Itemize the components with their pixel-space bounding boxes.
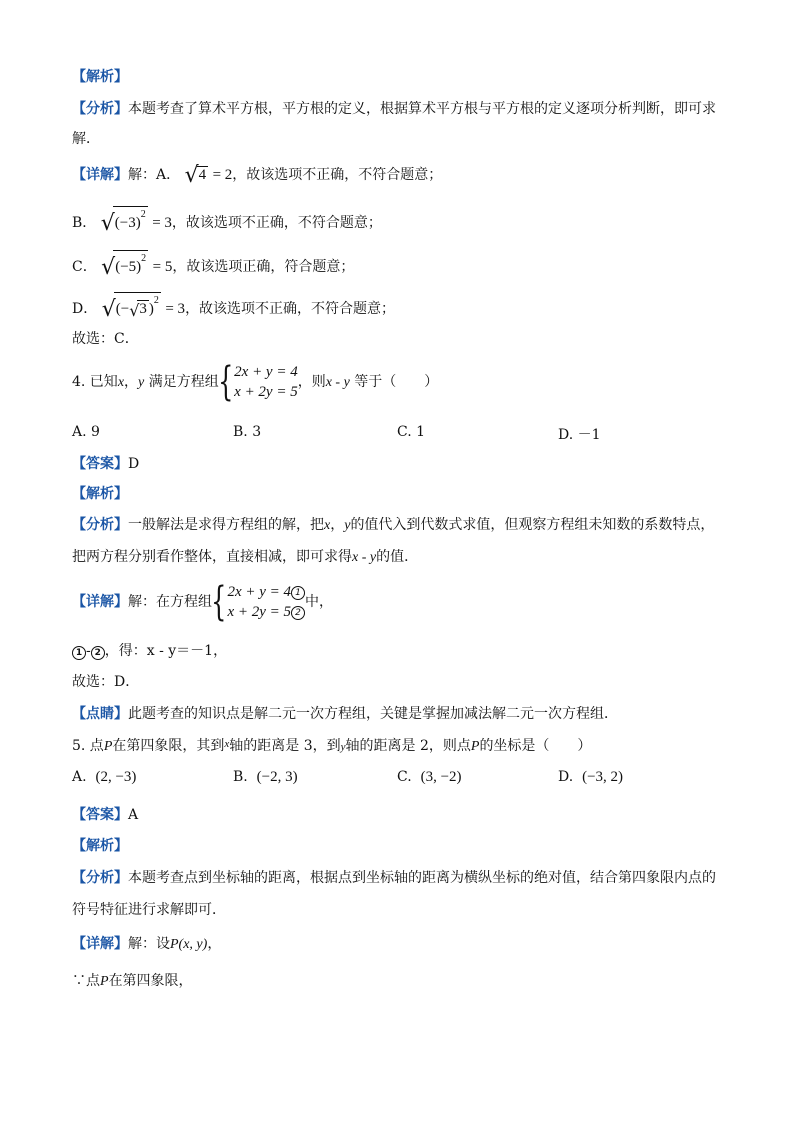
q3-fenxi-line1 bbox=[72, 100, 716, 118]
q3-option-b bbox=[72, 206, 382, 236]
brace-icon: { bbox=[217, 359, 234, 405]
q4-dianjing bbox=[72, 705, 618, 723]
q3-b-prefix: B． bbox=[72, 215, 97, 231]
circled-number-icon: 2 bbox=[291, 606, 305, 620]
q5-fenxi-line1 bbox=[72, 869, 716, 887]
tag-jiexi: 【解析】 bbox=[72, 69, 128, 85]
q4-eq2: x + 2y = 5 bbox=[234, 384, 298, 400]
q3-c-equals: = 5 bbox=[152, 259, 173, 275]
q5-option-b bbox=[233, 769, 298, 786]
q3-c-radicand: (−5) bbox=[115, 259, 142, 275]
q4-step-text: ，得： bbox=[104, 643, 147, 659]
q4-step-minus: - bbox=[86, 643, 91, 659]
q4-system-numbered bbox=[227, 582, 305, 622]
q3-a-prefix: 解：A． bbox=[128, 167, 181, 183]
q5-option-b-value: (−2, 3) bbox=[256, 769, 298, 785]
q4-fenxi-line2-a: 把两方程分别看作整体，直接相减，即可求得 bbox=[72, 549, 352, 565]
q4-sys-eq2: x + 2y = 5 bbox=[227, 604, 292, 620]
q3-d-close: ) bbox=[148, 301, 154, 317]
q3-choice bbox=[72, 330, 139, 348]
q4-stem-a: 4. 已知 bbox=[72, 374, 118, 390]
q4-xiangjie-a: 解：在方程组 bbox=[128, 594, 212, 610]
q3-d-prefix: D． bbox=[72, 301, 98, 317]
tag-daan: 【答案】 bbox=[72, 456, 128, 472]
q3-a-radicand: 4 bbox=[198, 167, 207, 183]
q5-fenxi-line2 bbox=[72, 901, 226, 919]
q5-option-a-value: (2, −3) bbox=[95, 769, 137, 785]
q5-y-axis: y bbox=[340, 741, 346, 753]
q3-d-equals: = 3 bbox=[165, 301, 186, 317]
q4-fenxi-line2-b: 的值． bbox=[376, 549, 419, 565]
q4-step bbox=[72, 642, 227, 660]
q4-choice-text: 故选：D． bbox=[72, 674, 140, 690]
q4-sep: ， bbox=[330, 517, 345, 533]
q3-c-prefix: C． bbox=[72, 259, 97, 275]
q4-analysis-heading bbox=[72, 485, 128, 503]
q3-b-radicand: (−3) bbox=[114, 215, 141, 231]
tag-jiexi: 【解析】 bbox=[72, 838, 128, 854]
q4-answer bbox=[72, 455, 139, 473]
analysis-heading bbox=[72, 68, 128, 86]
q4-option-c: C. 1 bbox=[397, 424, 426, 440]
q3-d-text: ，故该选项不正确，不符合题意； bbox=[185, 301, 396, 317]
q5-xiangjie-a: 解：设 bbox=[128, 936, 170, 952]
q3-b-exponent: 2 bbox=[140, 209, 146, 220]
q4-xiangjie-b: 中， bbox=[305, 594, 334, 610]
brace-icon: { bbox=[211, 579, 227, 625]
q4-eq1: 2x + y = 4 bbox=[234, 364, 298, 380]
q3-c-sqrt: $√(-5)^2$ bbox=[101, 250, 148, 277]
q5-stem-a: 5. 点 bbox=[72, 738, 104, 754]
q4-step-result: x - y＝－1， bbox=[146, 643, 228, 659]
q5-stem-e: 的坐标是（ ） bbox=[479, 738, 592, 754]
circled-number-icon: 2 bbox=[91, 646, 105, 660]
q3-c-text: ，故该选项正确，符合题意； bbox=[172, 259, 355, 275]
q3-a-sqrt: √4 bbox=[184, 163, 207, 188]
q5-stem-c: 轴的距离是 3，到 bbox=[229, 738, 341, 754]
q3-choice-text: 故选：C． bbox=[72, 331, 139, 347]
q5-option-d bbox=[558, 769, 623, 786]
q3-c-exponent: 2 bbox=[141, 253, 147, 264]
q3-d-exponent: 2 bbox=[153, 295, 159, 306]
q4-fenxi-line1 bbox=[72, 516, 714, 535]
circled-number-icon: 1 bbox=[72, 646, 86, 660]
q5-option-c-label: C. bbox=[397, 769, 412, 785]
q5-analysis-heading bbox=[72, 837, 128, 855]
tag-fenxi: 【分析】 bbox=[72, 101, 128, 117]
q5-answer-value: A bbox=[128, 807, 139, 823]
q3-a-equals: = 2 bbox=[212, 167, 233, 183]
q4-sys-eq1: 2x + y = 4 bbox=[227, 584, 292, 600]
q5-option-d-label: D. bbox=[558, 769, 574, 785]
q3-fenxi-text-cont: 解． bbox=[72, 131, 100, 147]
q3-a-text: ，故该选项不正确，不符合题意； bbox=[232, 167, 443, 183]
tag-fenxi: 【分析】 bbox=[72, 517, 128, 533]
q5-since bbox=[72, 972, 193, 991]
q4-expr: x - y bbox=[325, 375, 350, 390]
q4-stem-d: 等于（ ） bbox=[349, 374, 439, 390]
q5-answer bbox=[72, 806, 138, 824]
circled-number-icon: 1 bbox=[291, 586, 305, 600]
q5-stem bbox=[72, 735, 591, 756]
q3-b-text: ，故该选项不正确，不符合题意； bbox=[171, 215, 382, 231]
q4-xiangjie bbox=[72, 580, 333, 624]
q5-point-expr: P(x, y) bbox=[170, 937, 208, 952]
q4-var-y: y bbox=[344, 518, 351, 533]
q5-point-p: P bbox=[100, 974, 109, 989]
q4-choice bbox=[72, 673, 139, 691]
q4-var-x: x bbox=[117, 375, 125, 390]
q3-d-inner-radicand: 3 bbox=[139, 301, 147, 317]
q3-b-sqrt: $√(-3)^2$ bbox=[101, 206, 148, 233]
q3-fenxi-text: 本题考查了算术平方根，平方根的定义，根据算术平方根与平方根的定义逐项分析判断，即可求 bbox=[128, 101, 716, 117]
q3-b-equals: = 3 bbox=[152, 215, 172, 231]
q4-option-d: D. －1 bbox=[558, 427, 601, 443]
q5-since-a: ∵点 bbox=[72, 973, 100, 989]
q5-option-b-label: B. bbox=[233, 769, 248, 785]
q4-stem-b: 满足方程组 bbox=[144, 374, 219, 390]
q5-stem-d: 轴的距离是 2，则点 bbox=[345, 738, 471, 754]
q3-fenxi-line2 bbox=[72, 130, 100, 148]
q4-fenxi-line2 bbox=[72, 548, 418, 567]
q5-point-p: P bbox=[470, 739, 480, 754]
q5-xiangjie bbox=[72, 935, 221, 954]
q5-fenxi-text: 本题考查点到坐标轴的距离，根据点到坐标轴的距离为横纵坐标的绝对值，结合第四象限内点的 bbox=[128, 870, 716, 886]
q3-option-c bbox=[72, 250, 355, 280]
q4-equation-system bbox=[234, 362, 298, 402]
q5-option-a-label: A. bbox=[72, 769, 87, 785]
tag-dianjing: 【点睛】 bbox=[72, 706, 128, 722]
q3-xiangjie-a bbox=[72, 163, 443, 188]
q4-stem-c: ，则 bbox=[297, 374, 326, 390]
q4-var-x: x bbox=[324, 518, 331, 533]
q5-xiangjie-b: ， bbox=[207, 936, 222, 952]
q4-sep: ， bbox=[124, 374, 139, 390]
tag-xiangjie: 【详解】 bbox=[72, 167, 128, 183]
q5-point-p: P bbox=[103, 739, 113, 754]
tag-xiangjie: 【详解】 bbox=[72, 594, 128, 610]
q5-since-b: 在第四象限， bbox=[108, 973, 193, 989]
q3-d-open: (− bbox=[115, 301, 130, 317]
q5-x-axis: x bbox=[224, 738, 230, 750]
q4-fenxi-b: 的值代入到代数式求值，但观察方程组未知数的系数特点， bbox=[350, 517, 715, 533]
q5-option-c bbox=[397, 769, 462, 786]
q4-expr: x - y bbox=[352, 550, 377, 565]
tag-jiexi: 【解析】 bbox=[72, 486, 128, 502]
q4-stem bbox=[72, 360, 438, 405]
tag-xiangjie: 【详解】 bbox=[72, 936, 128, 952]
q4-option-a: A. 9 bbox=[72, 424, 100, 440]
q5-fenxi-text-cont: 符号特征进行求解即可． bbox=[72, 902, 226, 918]
q5-option-a bbox=[72, 769, 136, 786]
q5-stem-b: 在第四象限，其到 bbox=[112, 738, 225, 754]
q5-option-d-value: (−3, 2) bbox=[582, 769, 624, 785]
q4-option-b: B. 3 bbox=[233, 424, 262, 440]
q3-d-sqrt: √(−√3 )$^2$ bbox=[102, 292, 161, 319]
tag-fenxi: 【分析】 bbox=[72, 870, 128, 886]
q4-dianjing-text: 此题考查的知识点是解二元一次方程组，关键是掌握加减法解二元一次方程组． bbox=[128, 706, 618, 722]
q4-var-y: y bbox=[138, 375, 145, 390]
q4-answer-value: D bbox=[128, 456, 140, 472]
tag-daan: 【答案】 bbox=[72, 807, 128, 823]
q3-option-d bbox=[72, 292, 396, 322]
q4-fenxi-a: 一般解法是求得方程组的解，把 bbox=[128, 517, 324, 533]
q5-option-c-value: (3, −2) bbox=[420, 769, 462, 785]
